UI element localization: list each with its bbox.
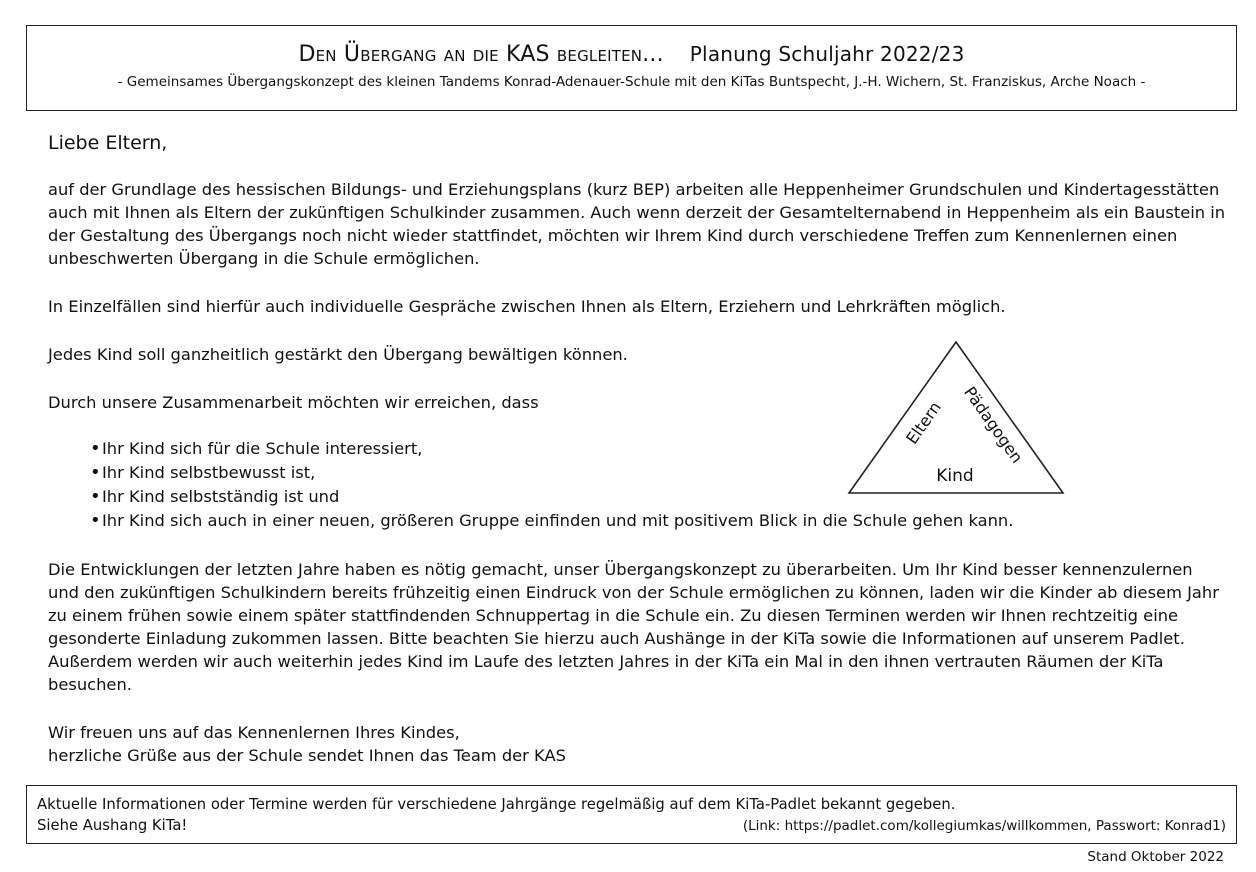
page-subtitle: - Gemeinsames Übergangskonzept des kleinen Tandems Konrad-Adenauer-Schule mit den KiTas Buntspecht, J.-H. Wichern, St. Franziskus, Arche Noach - <box>117 74 1146 90</box>
info-line-1: Aktuelle Informationen oder Termine werden für verschiedene Jahrgänge regelmäßig auf dem KiTa-Padlet bekannt gegeben. <box>37 796 956 813</box>
info-box <box>26 785 1237 844</box>
triangle-diagram <box>844 338 1070 498</box>
list-item: • Ihr Kind sich für die Schule interessiert, <box>90 437 1228 461</box>
list-item: • Ihr Kind selbstbewusst ist, <box>90 461 1228 485</box>
header-box <box>26 25 1237 111</box>
paragraph-individual-talks: In Einzelfällen sind hierfür auch individuelle Gespräche zwischen Ihnen als Eltern, Erziehern und Lehrkräften möglich. <box>48 297 1006 316</box>
padlet-link-info: (Link: https://padlet.com/kollegiumkas/willkommen, Passwort: Konrad1) <box>742 818 1226 834</box>
title-main: Den Übergang an die KAS begleiten... <box>298 42 664 67</box>
list-item: • Ihr Kind sich auch in einer neuen, größeren Gruppe einfinden und mit positivem Blick in die Schule gehen kann. <box>90 509 1228 533</box>
closing-line-2: herzliche Grüße aus der Schule sendet Ihnen das Team der KAS <box>48 746 566 765</box>
greeting: Liebe Eltern, <box>48 132 168 154</box>
closing <box>48 721 1228 767</box>
partnership-triangle <box>844 338 1070 498</box>
info-line-2: Siehe Aushang KiTa! <box>37 817 188 834</box>
triangle-label-paedagogen: Pädagogen <box>960 383 1027 467</box>
page-title <box>27 40 1236 69</box>
list-item: • Ihr Kind selbstständig ist und <box>90 485 1228 509</box>
triangle-label-kind: Kind <box>936 466 974 486</box>
closing-line-1: Wir freuen uns auf das Kennenlernen Ihres Kindes, <box>48 723 460 742</box>
triangle-label-eltern: Eltern <box>902 398 945 448</box>
info-line-2-row <box>37 815 1226 837</box>
paragraph-bep: auf der Grundlage des hessischen Bildungs- und Erziehungsplans (kurz BEP) arbeiten alle Heppenheimer Grundschulen und Kindertagesstätten auch mit Ihnen als Eltern der zukünftigen Schulkinder zusammen. Auch wenn derzeit der Gesamtelternabend in Heppenheim als ein Baustein in der Gestaltung des Übergangs noch nicht wieder stattfindet, möchten wir Ihrem Kind durch verschiedene Treffen zum Kennenlernen einen unbeschwerten Übergang in die Schule ermöglichen. <box>48 180 1226 268</box>
paragraph-goals-intro: Durch unsere Zusammenarbeit möchten wir erreichen, dass <box>48 393 539 412</box>
title-year: Planung Schuljahr 2022/23 <box>689 42 965 66</box>
paragraph-holistic: Jedes Kind soll ganzheitlich gestärkt den Übergang bewältigen können. <box>48 345 628 364</box>
paragraph-new-concept: Die Entwicklungen der letzten Jahre haben es nötig gemacht, unser Übergangskonzept zu überarbeiten. Um Ihr Kind besser kennenzulernen und den zukünftigen Schulkindern bereits frühzeitig einen Eindruck von der Schule ermöglichen zu können, laden wir die Kinder ab diesem Jahr zu einem frühen sowie einem später stattfindenden Schnuppertag in die Schule ein. Zu diesen Terminen werden wir Ihnen rechtzeitig eine gesonderte Einladung zukommen lassen. Bitte beachten Sie hierzu auch Aushänge in der KiTa sowie die Informationen auf unserem Padlet. Außerdem werden wir auch weiterhin jedes Kind im Laufe des letzten Jahres in der KiTa ein Mal in den ihnen vertrauten Räumen der KiTa besuchen. <box>48 560 1219 694</box>
document-date: Stand Oktober 2022 <box>1087 849 1224 865</box>
